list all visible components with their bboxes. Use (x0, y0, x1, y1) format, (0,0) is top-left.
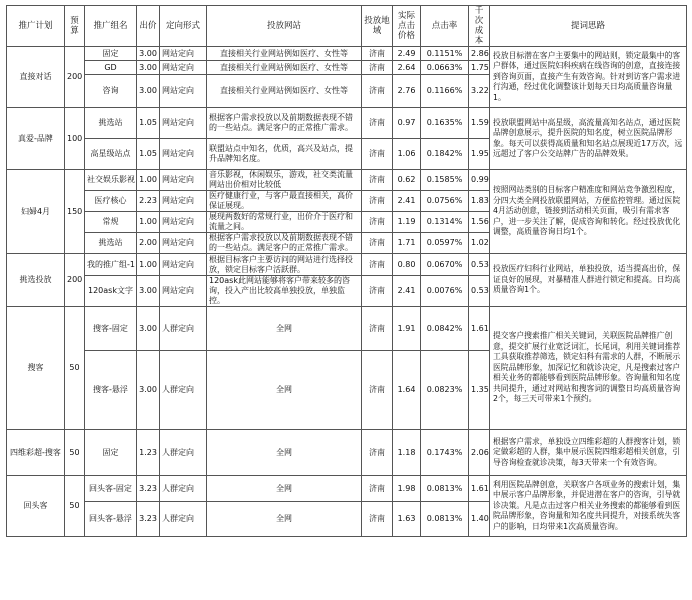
group-bid: 3.00 (137, 75, 160, 108)
table-row (7, 430, 687, 476)
table-row (7, 108, 687, 139)
group-cpm: 1.59 (469, 108, 490, 139)
group-targeting: 网站定向 (160, 139, 207, 170)
group-region: 济南 (362, 502, 393, 537)
group-targeting: 人群定向 (160, 307, 207, 351)
group-cpc: 2.64 (393, 61, 421, 75)
group-region: 济南 (362, 307, 393, 351)
group-name: 挑选站 (85, 233, 137, 254)
group-targeting: 网站定向 (160, 254, 207, 276)
group-targeting: 网站定向 (160, 61, 207, 75)
group-bid: 3.23 (137, 476, 160, 502)
group-ctr: 0.0670% (421, 254, 469, 276)
group-sites: 全网 (207, 351, 362, 430)
header-cpm: 千次成本 (469, 6, 490, 47)
group-region: 济南 (362, 47, 393, 61)
group-name: 120ask文字 (85, 276, 137, 307)
group-sites: 全网 (207, 430, 362, 476)
group-bid: 3.00 (137, 307, 160, 351)
group-bid: 3.00 (137, 61, 160, 75)
group-cpm: 3.22 (469, 75, 490, 108)
header-group: 推广组名 (85, 6, 137, 47)
group-cpm: 0.53 (469, 254, 490, 276)
group-cpc: 1.64 (393, 351, 421, 430)
group-targeting: 网站定向 (160, 191, 207, 212)
group-ctr: 0.0813% (421, 502, 469, 537)
group-bid: 3.00 (137, 47, 160, 61)
plan-budget: 100 (65, 108, 85, 170)
group-targeting: 网站定向 (160, 75, 207, 108)
group-region: 济南 (362, 233, 393, 254)
group-sites: 全网 (207, 307, 362, 351)
group-targeting: 人群定向 (160, 430, 207, 476)
group-region: 济南 (362, 212, 393, 233)
group-sites: 直接相关行业网站例如医疗、女性等 (207, 75, 362, 108)
plan-name: 四维彩超-搜客 (7, 430, 65, 476)
group-cpc: 1.98 (393, 476, 421, 502)
group-cpc: 1.06 (393, 139, 421, 170)
group-sites: 全网 (207, 476, 362, 502)
group-name: 搜客-固定 (85, 307, 137, 351)
group-cpm: 1.35 (469, 351, 490, 430)
group-cpc: 2.41 (393, 276, 421, 307)
table-row (7, 47, 687, 61)
table-body (7, 47, 687, 537)
group-cpm: 1.61 (469, 307, 490, 351)
group-region: 济南 (362, 351, 393, 430)
group-name: 搜客-悬浮 (85, 351, 137, 430)
plan-ideas: 按照网站类别的目标客户精准度和网站竞争激烈程度，分四大类全网投放联盟网站，方便监控管理。通过医院4月活动创意，链接到活动相关页面，吸引有需求客户，进一步关注了解，促成咨询和转化。经过投放优化调整，高质量咨询日均1个。 (490, 170, 687, 254)
group-sites: 音乐影视，休闲娱乐，游戏，社交类流量网站出价相对比较低 (207, 170, 362, 191)
plan-name: 真爱-品牌 (7, 108, 65, 170)
group-targeting: 网站定向 (160, 108, 207, 139)
plan-budget: 200 (65, 254, 85, 307)
group-name: 回头客-固定 (85, 476, 137, 502)
group-sites: 120ask此网站能够将客户带来较多的咨询，投入产出比较高单独投放，单独监控。 (207, 276, 362, 307)
table-row (7, 254, 687, 276)
header-row (7, 6, 687, 47)
group-bid: 1.00 (137, 170, 160, 191)
plan-budget: 200 (65, 47, 85, 108)
group-cpm: 1.02 (469, 233, 490, 254)
group-region: 济南 (362, 108, 393, 139)
group-name: 社交娱乐影视 (85, 170, 137, 191)
group-sites: 医疗健康行业，与客户最直接相关，高价保证展现。 (207, 191, 362, 212)
group-ctr: 0.1585% (421, 170, 469, 191)
group-region: 济南 (362, 191, 393, 212)
group-targeting: 人群定向 (160, 476, 207, 502)
plan-name: 回头客 (7, 476, 65, 537)
group-name: 挑选站 (85, 108, 137, 139)
group-cpm: 1.61 (469, 476, 490, 502)
header-cpc: 实际点击价格 (393, 6, 421, 47)
group-region: 济南 (362, 276, 393, 307)
group-region: 济南 (362, 430, 393, 476)
group-sites: 直接相关行业网站例如医疗、女性等 (207, 61, 362, 75)
group-sites: 根据客户需求投放以及前期数据表现不错的一些站点。满足客户的正常推广需求。 (207, 108, 362, 139)
group-cpm: 2.86 (469, 47, 490, 61)
group-targeting: 网站定向 (160, 276, 207, 307)
group-cpm: 1.95 (469, 139, 490, 170)
header-targeting: 定向形式 (160, 6, 207, 47)
group-cpm: 1.40 (469, 502, 490, 537)
group-region: 济南 (362, 139, 393, 170)
plan-ideas: 利用医院品牌创意，关联客户各项业务的搜索计划，集中展示客户品牌形象，并促进潜在客户的咨询，引导就诊决策。凡是点击过客户相关业务搜索的都能够看到医院品牌形象，咨询量和知名度共同提升，对接系统失客户的影响，日均带来1次高质量咨询。 (490, 476, 687, 537)
group-bid: 3.00 (137, 276, 160, 307)
group-ctr: 0.0597% (421, 233, 469, 254)
group-sites: 全网 (207, 502, 362, 537)
table-row (7, 170, 687, 191)
group-ctr: 0.0823% (421, 351, 469, 430)
group-region: 济南 (362, 170, 393, 191)
group-cpc: 2.41 (393, 191, 421, 212)
group-cpc: 1.63 (393, 502, 421, 537)
table-row (7, 307, 687, 351)
header-plan: 推广计划 (7, 6, 65, 47)
header-budget: 预算 (65, 6, 85, 47)
plan-ideas: 投放目标潜在客户主要集中的网站则，锁定最集中的客户群体，通过医院妇科疾病在线咨询的创意，直接连接到咨询页面，直接产生有效咨询。针对到访客户需求进行沟通，经过优化调整该计划每天日均高质量咨询量1。 (490, 47, 687, 108)
group-name: 医疗核心 (85, 191, 137, 212)
group-region: 济南 (362, 254, 393, 276)
group-ctr: 0.1842% (421, 139, 469, 170)
group-targeting: 网站定向 (160, 47, 207, 61)
group-targeting: 人群定向 (160, 351, 207, 430)
header-ctr: 点击率 (421, 6, 469, 47)
group-name: GD (85, 61, 137, 75)
group-bid: 2.00 (137, 233, 160, 254)
group-bid: 1.00 (137, 212, 160, 233)
group-sites: 联盟站点中知名，优质，高兴及站点，提升品牌知名度。 (207, 139, 362, 170)
group-targeting: 网站定向 (160, 170, 207, 191)
plan-name: 直接对话 (7, 47, 65, 108)
group-targeting: 网站定向 (160, 212, 207, 233)
group-cpm: 2.06 (469, 430, 490, 476)
plan-name: 搜客 (7, 307, 65, 430)
plan-budget: 50 (65, 476, 85, 537)
group-sites: 直接相关行业网站例如医疗、女性等 (207, 47, 362, 61)
group-bid: 1.05 (137, 139, 160, 170)
group-ctr: 0.0756% (421, 191, 469, 212)
group-cpc: 2.49 (393, 47, 421, 61)
group-ctr: 0.1743% (421, 430, 469, 476)
group-cpm: 1.83 (469, 191, 490, 212)
group-cpm: 0.99 (469, 170, 490, 191)
group-sites: 根据客户需求投放以及前期数据表现不错的一些站点。满足客户的正常推广需求。 (207, 233, 362, 254)
group-ctr: 0.1314% (421, 212, 469, 233)
header-sites: 投放网站 (207, 6, 362, 47)
group-ctr: 0.0813% (421, 476, 469, 502)
group-cpc: 1.18 (393, 430, 421, 476)
plan-name: 妇婦4月 (7, 170, 65, 254)
group-name: 固定 (85, 430, 137, 476)
group-ctr: 0.1635% (421, 108, 469, 139)
table-row (7, 476, 687, 502)
plan-ideas: 投放联盟网站中高星级，高流量高知名站点，通过医院品牌创意展示，提升医院的知名度，树立医院品牌形象。每天可以获得高质量和知名站点展现近17万次，远远超过了客户公交站牌广告的品牌效果。 (490, 108, 687, 170)
group-cpc: 1.19 (393, 212, 421, 233)
plan-budget: 50 (65, 430, 85, 476)
group-targeting: 人群定向 (160, 502, 207, 537)
group-cpc: 2.76 (393, 75, 421, 108)
group-ctr: 0.0076% (421, 276, 469, 307)
group-ctr: 0.0842% (421, 307, 469, 351)
group-cpm: 0.53 (469, 276, 490, 307)
group-cpc: 0.80 (393, 254, 421, 276)
campaign-table (6, 5, 687, 537)
plan-name: 挑选投放 (7, 254, 65, 307)
group-cpm: 1.75 (469, 61, 490, 75)
campaign-sheet (6, 5, 686, 595)
group-bid: 1.05 (137, 108, 160, 139)
group-cpc: 1.71 (393, 233, 421, 254)
group-name: 我的推广组-1 (85, 254, 137, 276)
plan-ideas: 根据客户需求，单独设立四维彩超的人群搜客计划，锁定做彩超的人群，集中展示医院四维彩超相关创意，引导咨询检查就诊决策，每3天带来一个有效咨询。 (490, 430, 687, 476)
group-bid: 1.00 (137, 254, 160, 276)
group-ctr: 0.1166% (421, 75, 469, 108)
group-ctr: 0.0663% (421, 61, 469, 75)
group-region: 济南 (362, 61, 393, 75)
plan-ideas: 提交客户搜索推广相关关键词，关联医院品牌推广创意，提交扩展行业宽泛词汇，长尾词，利用关键词推荐工具获取推荐筛选，锁定妇科有需求的人群，不断展示医院品牌形象，加深记忆和就诊决定，凡是搜索过客户相关业务的都能够看到医院品牌形象。咨询量和知名度共同提升，通过对网站和搜客词的调整日均高质量咨询2个，每三天可带来1个预约。 (490, 307, 687, 430)
group-bid: 3.23 (137, 502, 160, 537)
group-name: 高星级站点 (85, 139, 137, 170)
group-name: 回头客-悬浮 (85, 502, 137, 537)
group-sites: 展现两数好的常规行业，出价介于医疗和流量之间。 (207, 212, 362, 233)
header-bid: 出价 (137, 6, 160, 47)
group-name: 固定 (85, 47, 137, 61)
group-bid: 2.23 (137, 191, 160, 212)
group-ctr: 0.1151% (421, 47, 469, 61)
group-sites: 根据目标客户主要访问的网站进行选择投放，锁定目标客户活跃群。 (207, 254, 362, 276)
header-region: 投放地域 (362, 6, 393, 47)
group-cpc: 0.62 (393, 170, 421, 191)
group-bid: 1.23 (137, 430, 160, 476)
plan-budget: 50 (65, 307, 85, 430)
group-targeting: 网站定向 (160, 233, 207, 254)
group-name: 常规 (85, 212, 137, 233)
header-ideas: 提词思路 (490, 6, 687, 47)
group-cpm: 1.56 (469, 212, 490, 233)
group-bid: 3.00 (137, 351, 160, 430)
group-region: 济南 (362, 476, 393, 502)
plan-budget: 150 (65, 170, 85, 254)
group-region: 济南 (362, 75, 393, 108)
group-cpc: 0.97 (393, 108, 421, 139)
group-name: 咨询 (85, 75, 137, 108)
plan-ideas: 投放医疗妇科行业网站，单独投放，适当提高出价，保证良好的展现，对暴精准人群进行锁定和提高。日均高质量咨询1个。 (490, 254, 687, 307)
group-cpc: 1.91 (393, 307, 421, 351)
